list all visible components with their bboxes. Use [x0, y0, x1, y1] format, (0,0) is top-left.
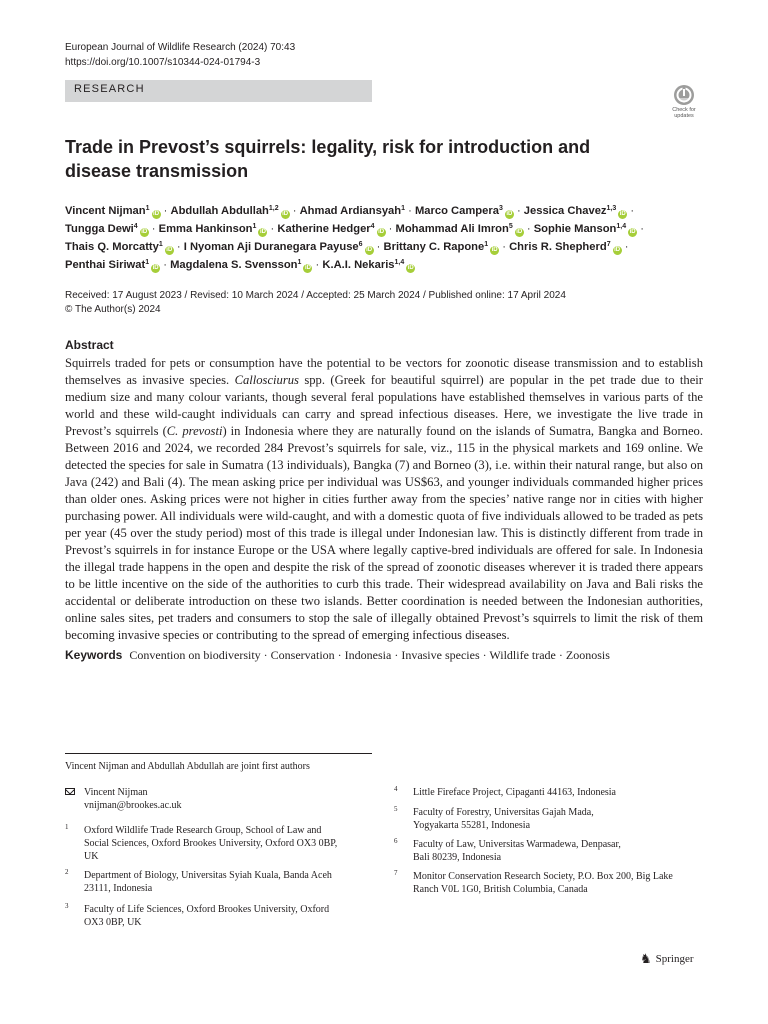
author-name: Jessica Chavez	[523, 205, 607, 217]
author-name: Brittany C. Rapone	[383, 241, 485, 253]
abstract-part-2: spp. (Greek for beautiful squirrel) are popular in the pet trade due to their medium size and many colour variants, though several feral populations have established themselves in various parts of the world and these wild-caught individuals can carry and spread infectious diseases. Here, we investigate the live trade in Prevost’s squirrels (	[65, 373, 703, 438]
author-name: Sophie Manson	[533, 223, 617, 235]
affiliation-number: 5	[394, 805, 398, 813]
publication-history	[65, 289, 566, 317]
copyright-line: © The Author(s) 2024	[65, 304, 161, 315]
author-separator: ·	[312, 259, 323, 271]
author-affiliation-sup: 1	[145, 205, 150, 212]
orcid-icon[interactable]: iD	[506, 211, 513, 217]
check-for-updates-badge[interactable]	[667, 84, 701, 122]
author-separator: ·	[160, 259, 171, 271]
author	[65, 241, 184, 253]
author-affiliation-sup: 1,2	[268, 205, 279, 212]
author	[524, 205, 634, 217]
author-separator: ·	[523, 223, 534, 235]
corresponding-author-name: Vincent Nijman	[84, 787, 148, 798]
author	[184, 241, 384, 253]
affiliation-number: 6	[394, 837, 398, 845]
joint-first-authors-note: Vincent Nijman and Abdullah Abdullah are joint first authors	[65, 761, 310, 772]
author-line	[65, 205, 634, 217]
dates-line: Received: 17 August 2023 / Revised: 10 March 2024 / Accepted: 25 March 2024 / Published online: 17 April 2024	[65, 290, 566, 301]
footnote-divider	[65, 753, 372, 754]
abstract-part-3: ) in Indonesia where they are naturally found on the islands of Sumatra, Bangka and Borneo. Between 2016 and 2024, we recorded 284 Prevost’s squirrels for sale, viz., 115 in the physical markets and 169 online. We detected the species for sale in Sumatra (13 individuals), Bangka (7) and Borneo (3), i.e. within their natural range, but also on Java (242) and Bali (4). The mean asking price per individual was US$63, and younger individuals commanded higher prices than older ones. Asking prices were not higher in cities further away from the species’ native range nor in cities with higher purchasing power. All individuals were wild-caught, and with a domestic quota of five individuals allowed to be traded as pets per year (45 over the study period) most of this trade is illegal under Indonesian law. This is distinctly different from trade in Prevost’s squirrels in for instance Europe or the USA where legally captive-bred individuals are offered for sale. In Indonesia the illegal trade happens in the open and despite the risk of the spread of zoonotic diseases wherever it is traded there appears to be little incentive on the side of the authorities to curb this trade. Their widespread availability on Java and Bali risks the accidental or deliberate introduction on these two islands. Better coordination is needed between the Indonesian authorities, online sales sites, pet traders and consumers to stop the sale of illegally obtained Prevost’s squirrels to limit the risk of them becoming invasive species or contributing to the spread of emerging infectious diseases.	[65, 424, 703, 642]
author	[170, 259, 322, 271]
author-affiliation-sup: 3	[498, 205, 503, 212]
author-affiliation-sup: 6	[358, 241, 363, 248]
author-separator: ·	[405, 205, 415, 217]
orcid-icon[interactable]: iD	[378, 229, 385, 235]
author	[384, 241, 510, 253]
author-affiliation-sup: 4	[370, 223, 375, 230]
affiliation-text: Faculty of Life Sciences, Oxford Brookes University, Oxford OX3 0BP, UK	[84, 904, 330, 928]
affiliation-text: Faculty of Forestry, Universitas Gajah Mada, Yogyakarta 55281, Indonesia	[413, 807, 594, 831]
affiliation-text: Department of Biology, Universitas Syiah Kuala, Banda Aceh 23111, Indonesia	[84, 870, 332, 894]
author-name: K.A.I. Nekaris	[322, 259, 395, 271]
orcid-icon[interactable]: iD	[259, 229, 266, 235]
affiliation-number: 2	[65, 868, 69, 876]
author-name: Chris R. Shepherd	[509, 241, 607, 253]
abstract-text	[65, 355, 703, 644]
orcid-icon[interactable]: iD	[166, 247, 173, 253]
author-list	[65, 202, 705, 274]
author-name: Tungga Dewi	[65, 223, 134, 235]
doi-link[interactable]: https://doi.org/10.1007/s10344-024-01794-3	[65, 57, 261, 68]
author-line	[65, 241, 628, 253]
author-affiliation-sup: 1	[158, 241, 163, 248]
author-separator: ·	[267, 223, 278, 235]
author-separator: ·	[289, 205, 300, 217]
author-name: Magdalena S. Svensson	[170, 259, 298, 271]
author-name: Thais Q. Morcatty	[65, 241, 159, 253]
author-name: Katherine Hedger	[277, 223, 371, 235]
envelope-icon	[65, 788, 75, 795]
author-name: Penthai Siriwat	[65, 259, 146, 271]
article-title	[65, 135, 625, 183]
author-separator: ·	[627, 205, 635, 217]
orcid-icon[interactable]: iD	[407, 265, 414, 271]
author	[322, 259, 415, 271]
keywords-list: Convention on biodiversity · Conservation · Indonesia · Invasive species · Wildlife trade · Zoonosis	[129, 648, 610, 662]
author	[159, 223, 278, 235]
title-line-1: Trade in Prevost’s squirrels: legality, risk for introduction and	[65, 137, 591, 157]
author	[170, 205, 299, 217]
abstract-heading: Abstract	[65, 338, 114, 352]
author	[65, 223, 159, 235]
affiliation-number: 7	[394, 869, 398, 877]
abstract-italic-genus: Callosciurus	[234, 373, 299, 387]
author-name: Emma Hankinson	[158, 223, 253, 235]
affiliation-text: Monitor Conservation Research Society, P.O. Box 200, Big Lake Ranch V0L 1G0, British Columbia, Canada	[413, 871, 673, 895]
author-name: Ahmad Ardiansyah	[299, 205, 402, 217]
orcid-icon[interactable]: iD	[153, 211, 160, 217]
orcid-icon[interactable]: iD	[366, 247, 373, 253]
author	[396, 223, 534, 235]
affiliation-number: 4	[394, 785, 398, 793]
author-name: Vincent Nijman	[65, 205, 146, 217]
publisher-logo	[640, 952, 694, 966]
abstract-part-1: Squirrels traded for pets or consumption have the potential to be vectors for zoonotic disease transmission and to establish themselves as invasive species.	[65, 356, 703, 387]
orcid-icon[interactable]: iD	[152, 265, 159, 271]
author	[65, 259, 170, 271]
author-affiliation-sup: 4	[133, 223, 138, 230]
author-affiliation-sup: 1	[145, 259, 150, 266]
journal-citation: European Journal of Wildlife Research (2024) 70:43	[65, 42, 296, 53]
author-separator: ·	[173, 241, 184, 253]
keywords-section	[65, 647, 705, 663]
journal-header	[65, 40, 295, 70]
author-line	[65, 223, 644, 235]
affiliation-text: Little Fireface Project, Cipaganti 44163, Indonesia	[413, 787, 616, 798]
author-affiliation-sup: 5	[508, 223, 513, 230]
author	[65, 205, 170, 217]
orcid-icon[interactable]: iD	[304, 265, 311, 271]
springer-horse-icon: ♞	[640, 951, 652, 966]
author-separator: ·	[385, 223, 396, 235]
author	[415, 205, 524, 217]
affiliation-number: 1	[65, 823, 69, 831]
article-type-band	[65, 80, 372, 102]
affiliation-text: Faculty of Law, Universitas Warmadewa, Denpasar, Bali 80239, Indonesia	[413, 839, 621, 863]
author	[509, 241, 628, 253]
orcid-icon[interactable]: iD	[629, 229, 636, 235]
orcid-icon[interactable]: iD	[491, 247, 498, 253]
author-affiliation-sup: 1	[297, 259, 302, 266]
check-for-updates-icon	[673, 84, 695, 106]
author-affiliation-sup: 1	[252, 223, 257, 230]
orcid-icon[interactable]: iD	[141, 229, 148, 235]
author-affiliation-sup: 1,3	[606, 205, 617, 212]
author-separator: ·	[637, 223, 644, 235]
author-name: Marco Campera	[414, 205, 499, 217]
affiliation-number: 3	[65, 902, 69, 910]
author-name: Abdullah Abdullah	[170, 205, 269, 217]
author-affiliation-sup: 1,4	[394, 259, 405, 266]
author	[300, 205, 415, 217]
keywords-heading: Keywords	[65, 648, 123, 662]
author	[277, 223, 395, 235]
author-separator: ·	[621, 241, 629, 253]
author-separator: ·	[513, 205, 524, 217]
orcid-icon[interactable]: iD	[516, 229, 523, 235]
author-separator: ·	[499, 241, 510, 253]
affiliation-text: Oxford Wildlife Trade Research Group, School of Law and Social Sciences, Oxford Brookes University, Oxford OX3 0BP, UK	[84, 825, 338, 862]
check-for-updates-line1: Check for	[672, 107, 696, 113]
check-for-updates-line2: updates	[674, 113, 694, 119]
author-separator: ·	[373, 241, 384, 253]
title-line-2: disease transmission	[65, 161, 249, 181]
author-affiliation-sup: 1	[401, 205, 406, 212]
abstract-italic-species: C. prevosti	[166, 424, 223, 438]
author-name: I Nyoman Aji Duranegara Payuse	[183, 241, 359, 253]
author-affiliation-sup: 1	[484, 241, 489, 248]
corresponding-author-email[interactable]: vnijman@brookes.ac.uk	[84, 800, 182, 811]
author	[534, 223, 644, 235]
author-separator: ·	[148, 223, 159, 235]
author-affiliation-sup: 1,4	[616, 223, 627, 230]
author-affiliation-sup: 7	[606, 241, 611, 248]
publisher-name: Springer	[655, 953, 694, 965]
orcid-icon[interactable]: iD	[619, 211, 626, 217]
author-separator: ·	[160, 205, 171, 217]
article-type-label: RESEARCH	[74, 83, 145, 95]
author-line	[65, 259, 415, 271]
author-name: Mohammad Ali Imron	[395, 223, 509, 235]
orcid-icon[interactable]: iD	[614, 247, 621, 253]
orcid-icon[interactable]: iD	[282, 211, 289, 217]
